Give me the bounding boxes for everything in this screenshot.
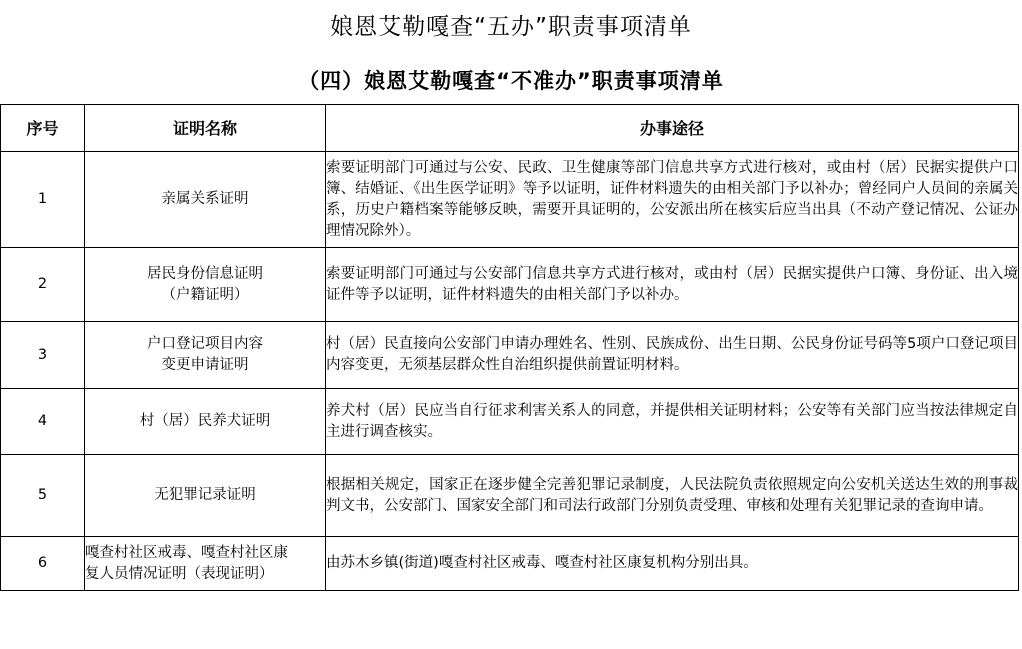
row-path-text: 索要证明部门可通过与公安、民政、卫生健康等部门信息共享方式进行核对，或由村（居）民据实提供户口簿、结婚证、《出生医学证明》等予以证明，证件材料遗失的由相关部门予以补办；曾经同户人员间的亲属关系，历史户籍档案等能够反映，需要开具证明的，公安派出所在核实后应当出具（不动产登记情况、公证办理情况除外）。 bbox=[326, 159, 1018, 239]
table-row bbox=[1, 152, 1019, 248]
row-name-line: 户口登记项目内容 bbox=[147, 336, 263, 352]
row-path-text: 索要证明部门可通过与公安部门信息共享方式进行核对，或由村（居）民据实提供户口簿、身份证、出入境证件等予以证明，证件材料遗失的由相关部门予以补办。 bbox=[326, 265, 1018, 303]
row-no: 5 bbox=[1, 455, 85, 537]
table-row bbox=[1, 537, 1019, 591]
sub-title: （四）娘恩艾勒嘎查“不准办”职责事项清单 bbox=[298, 69, 724, 93]
row-no: 2 bbox=[1, 248, 85, 322]
row-path bbox=[326, 537, 1019, 591]
row-name bbox=[85, 152, 326, 248]
row-path bbox=[326, 322, 1019, 389]
row-path-text: 村（居）民直接向公安部门申请办理姓名、性别、民族成份、出生日期、公民身份证号码等5项户口登记项目内容变更，无须基层群众性自治组织提供前置证明材料。 bbox=[326, 336, 1018, 373]
row-path-text: 由苏木乡镇(街道)嘎查村社区戒毒、嘎查村社区康复机构分别出具。 bbox=[326, 555, 758, 571]
header-no: 序号 bbox=[1, 105, 85, 152]
row-path bbox=[326, 248, 1019, 322]
row-name bbox=[85, 322, 326, 389]
table-row bbox=[1, 389, 1019, 455]
row-path-text: 根据相关规定，国家正在逐步健全完善犯罪记录制度，人民法院负责依照规定向公安机关送达生效的刑事裁判文书，公安部门、国家安全部门和司法行政部门分别负责受理、审核和处理有关犯罪记录的查询申请。 bbox=[326, 476, 1018, 514]
table-row bbox=[1, 455, 1019, 537]
row-name-line: 无犯罪记录证明 bbox=[154, 487, 256, 503]
row-name bbox=[85, 248, 326, 322]
row-name-line: 村（居）民养犬证明 bbox=[139, 413, 271, 429]
main-title: 娘恩艾勒嘎查“五办”职责事项清单 bbox=[330, 14, 692, 40]
table-row bbox=[1, 322, 1019, 389]
row-name-line: 嘎查村社区戒毒、嘎查村社区康 bbox=[85, 544, 288, 561]
table-header-row bbox=[1, 105, 1019, 152]
row-name bbox=[85, 389, 326, 455]
row-no: 3 bbox=[1, 322, 85, 389]
table-row bbox=[1, 248, 1019, 322]
row-path bbox=[326, 455, 1019, 537]
row-name-line: （户籍证明） bbox=[161, 286, 249, 303]
header-name: 证明名称 bbox=[85, 105, 326, 152]
row-path bbox=[326, 152, 1019, 248]
row-name bbox=[85, 537, 326, 591]
duty-list-table bbox=[0, 104, 1019, 591]
row-name-line: 亲属关系证明 bbox=[161, 191, 249, 207]
row-no: 4 bbox=[1, 389, 85, 455]
row-path-text: 养犬村（居）民应当自行征求利害关系人的同意，并提供相关证明材料；公安等有关部门应当按法律规定自主进行调查核实。 bbox=[326, 402, 1018, 440]
row-name-line: 居民身份信息证明 bbox=[147, 265, 263, 282]
header-path: 办事途径 bbox=[326, 105, 1019, 152]
row-no: 1 bbox=[1, 152, 85, 248]
row-name-line: 变更申请证明 bbox=[161, 357, 249, 373]
row-name bbox=[85, 455, 326, 537]
row-no: 6 bbox=[1, 537, 85, 591]
row-path bbox=[326, 389, 1019, 455]
row-name-line: 复人员情况证明（表现证明） bbox=[85, 565, 274, 582]
